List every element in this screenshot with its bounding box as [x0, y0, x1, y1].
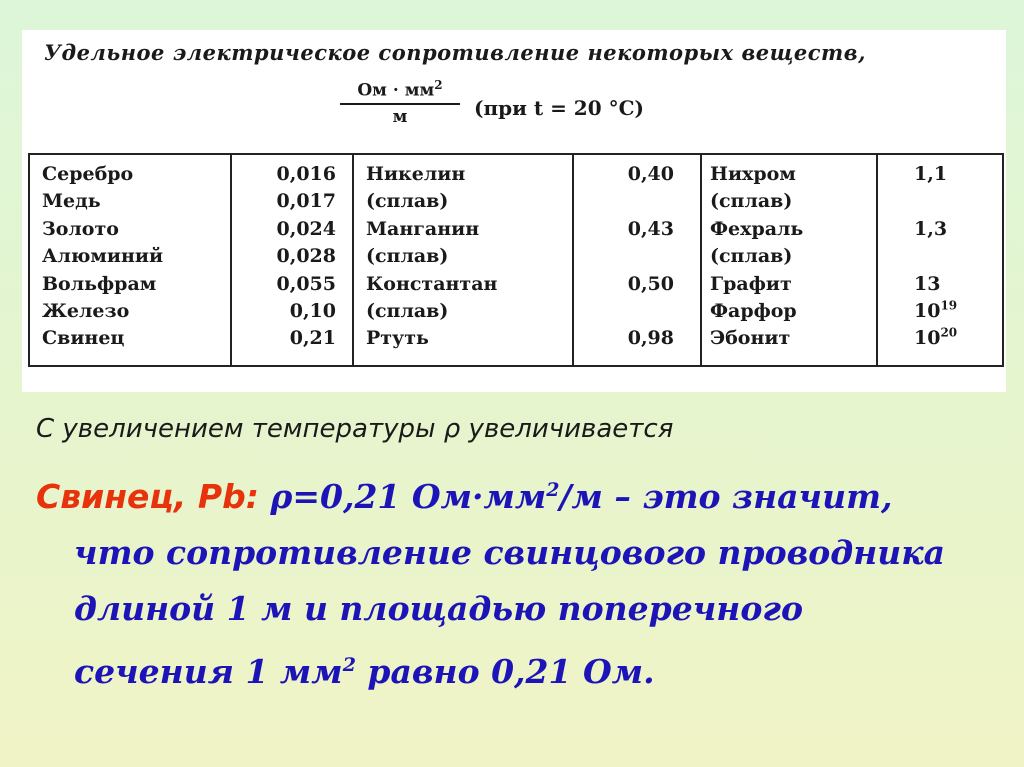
column-divider — [700, 155, 702, 365]
table-cell: Манганин — [366, 217, 480, 240]
table-cell: (сплав) — [710, 190, 793, 213]
table-cell: Серебро — [42, 163, 134, 185]
table-cell: 0,028 — [276, 245, 336, 268]
table-cell: Железо — [42, 299, 130, 322]
column-divider — [230, 155, 232, 365]
explanation-line-2: что сопротивление свинцового проводника — [74, 533, 946, 572]
exponent: 19 — [940, 298, 958, 313]
table-cell — [914, 188, 994, 215]
table-cell: Эбонит — [710, 327, 791, 350]
table-cell: Фехраль — [710, 217, 804, 240]
temperature-condition: (при t = 20 °C) — [474, 96, 644, 120]
table-cell: 1,3 — [914, 217, 948, 240]
table-cell: 0,024 — [276, 217, 336, 240]
table-cell: Золото — [42, 217, 119, 240]
col2-values — [578, 161, 674, 353]
table-cell: Алюминий — [42, 245, 164, 268]
table-cell: 1,1 — [914, 163, 948, 185]
table-cell: 0,055 — [276, 272, 336, 295]
table-cell: (сплав) — [366, 190, 449, 213]
resistivity-table — [28, 153, 1004, 367]
table-cell: 0,21 — [289, 327, 336, 350]
table-cell: Константан — [366, 272, 498, 295]
table-cell: Ртуть — [366, 327, 429, 350]
table-cell: Вольфрам — [42, 272, 157, 295]
table-cell: (сплав) — [366, 245, 449, 268]
table-cell: 0,10 — [289, 299, 336, 322]
element-label: Свинец, Pb: — [36, 477, 259, 516]
unit-numerator: Ом · $мм^2$ — [340, 78, 460, 105]
lead-explanation — [36, 462, 1016, 700]
table-cell — [578, 298, 674, 325]
table-cell: Нихром — [710, 163, 796, 185]
column-divider — [876, 155, 878, 365]
table-cell: Фарфор — [710, 299, 797, 322]
table-cell: 13 — [914, 272, 941, 295]
unit-fraction — [340, 78, 460, 127]
unit-denominator: м — [392, 106, 408, 127]
table-cell: Свинец — [42, 327, 125, 350]
table-cell — [578, 188, 674, 215]
col3-names — [710, 161, 870, 353]
table-cell: $10^{20}$ — [914, 326, 958, 350]
column-divider — [572, 155, 574, 365]
col1-names — [42, 161, 222, 353]
table-cell: 0,50 — [627, 272, 674, 295]
explanation-line-4: сечения 1 $мм^2$ равно 0,21 Ом. — [74, 652, 655, 691]
table-cell — [914, 243, 994, 270]
table-cell: (сплав) — [366, 299, 449, 322]
table-cell: 0,017 — [276, 190, 336, 213]
table-cell: Никелин — [366, 163, 466, 185]
table-title: Удельное электрическое сопротивление некоторых веществ, — [44, 40, 866, 65]
table-cell: 0,98 — [627, 327, 674, 350]
table-cell: $10^{19}$ — [914, 298, 958, 322]
table-cell: 0,40 — [627, 163, 674, 185]
table-cell — [578, 243, 674, 270]
table-cell: 0,43 — [627, 217, 674, 240]
table-cell: 0,016 — [276, 163, 336, 185]
col3-values — [914, 161, 994, 353]
column-divider — [352, 155, 354, 365]
temperature-note: С увеличением температуры ρ увеличивается — [36, 414, 674, 444]
exponent: 20 — [940, 326, 958, 341]
resistivity-statement: ρ=0,21 $Ом\cdot мм^2/м$ – это значит, — [258, 477, 893, 516]
table-cell: Медь — [42, 190, 101, 213]
explanation-line-3: длиной 1 м и площадью поперечного — [74, 589, 803, 628]
col2-names — [366, 161, 566, 353]
table-cell: Графит — [710, 272, 792, 295]
table-cell: (сплав) — [710, 245, 793, 268]
col1-values — [236, 161, 336, 353]
